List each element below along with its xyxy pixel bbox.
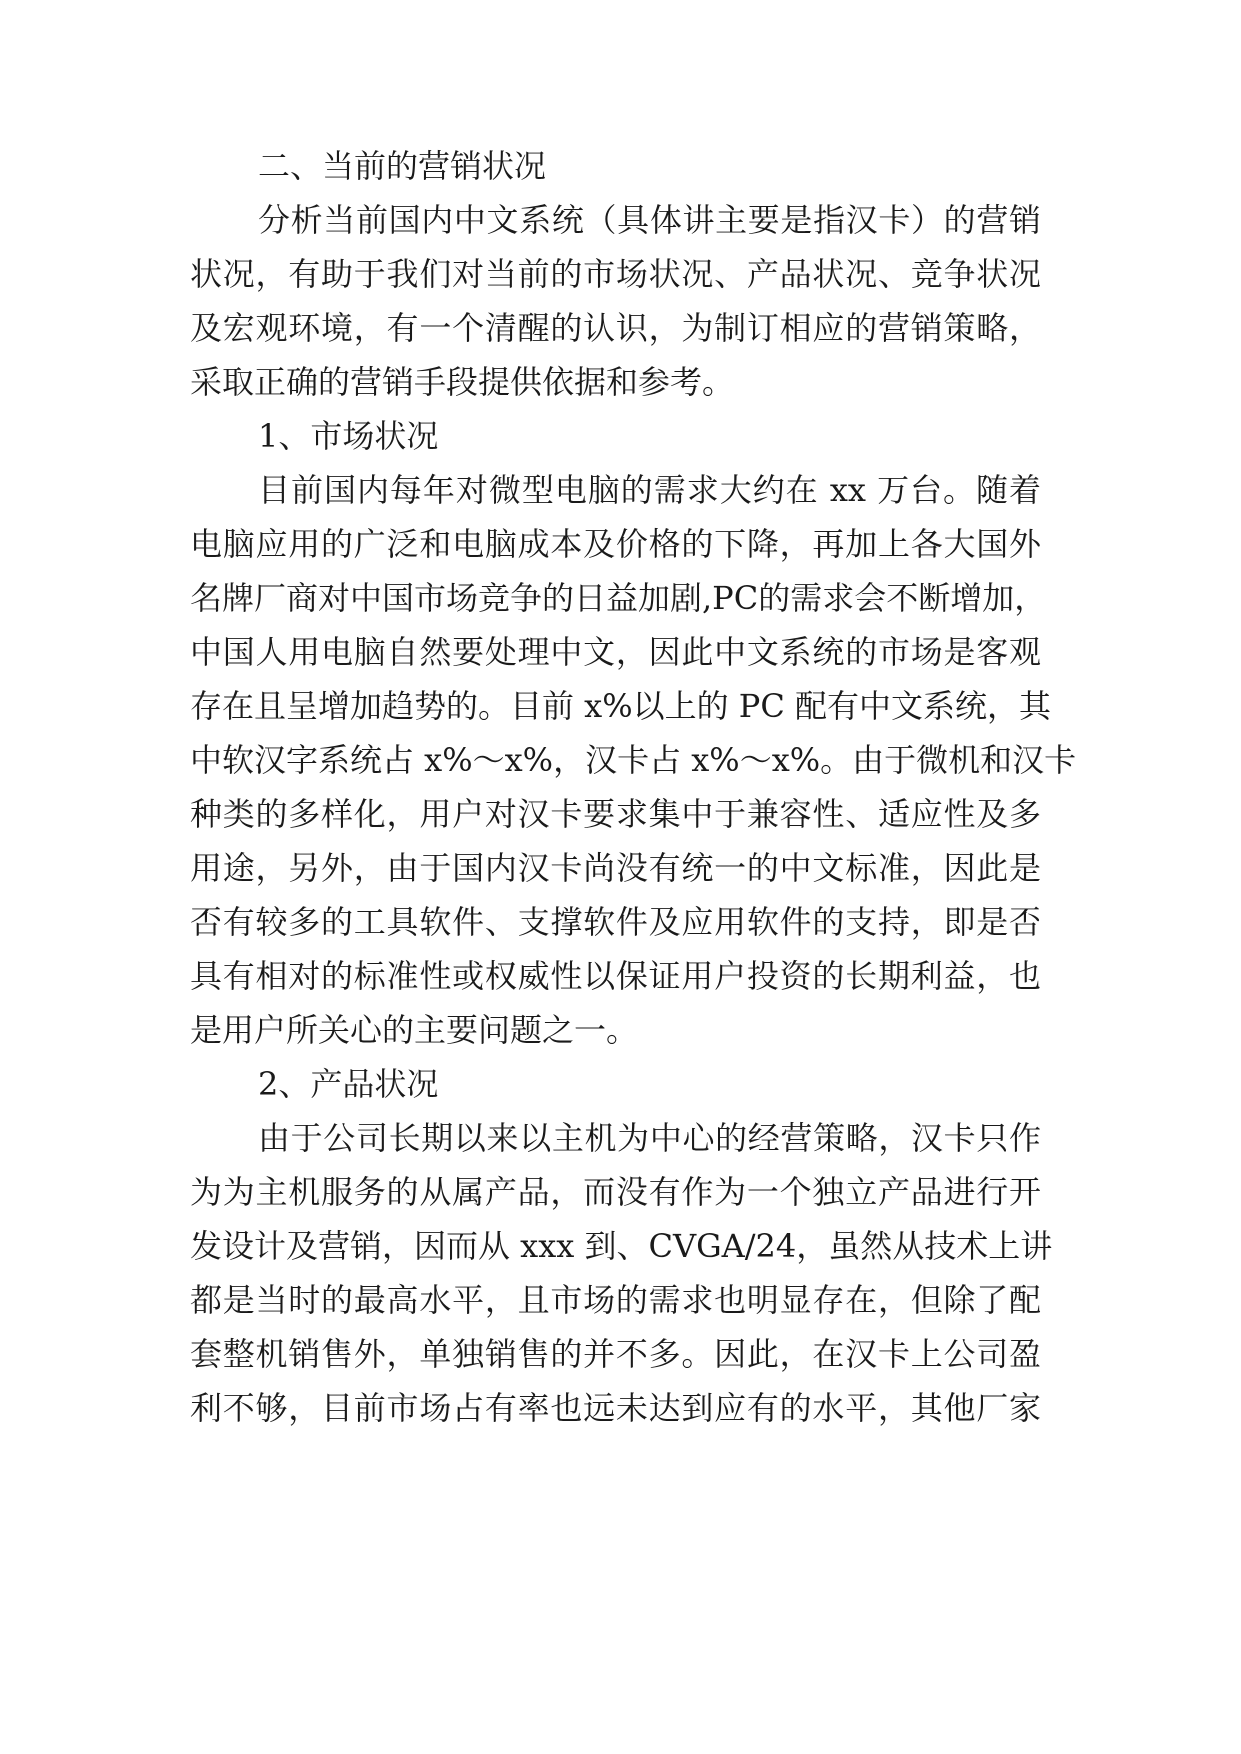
paragraph-line: 是用户所关心的主要问题之一。 <box>190 1011 639 1049</box>
paragraph-line: 采取正确的营销手段提供依据和参考。 <box>190 363 735 401</box>
paragraph-line: 为为主机服务的从属产品，而没有作为一个独立产品进行开 <box>190 1173 1041 1211</box>
paragraph-line: 种类的多样化，用户对汉卡要求集中于兼容性、适应性及多 <box>190 795 1041 833</box>
paragraph-line: 具有相对的标准性或权威性以保证用户投资的长期利益，也 <box>190 957 1041 995</box>
paragraph-line: 套整机销售外，单独销售的并不多。因此，在汉卡上公司盈 <box>190 1335 1041 1373</box>
paragraph-line: 名牌厂商对中国市场竞争的日益加剧,PC的需求会不断增加， <box>190 579 1047 617</box>
paragraph-line: 状况，有助于我们对当前的市场状况、产品状况、竞争状况 <box>190 255 1041 293</box>
paragraph-line: 发设计及营销，因而从 xxx 到、CVGA/24，虽然从技术上讲 <box>190 1227 1053 1265</box>
section-heading: 二、当前的营销状况 <box>258 147 547 185</box>
paragraph-line: 用途，另外，由于国内汉卡尚没有统一的中文标准，因此是 <box>190 849 1041 887</box>
paragraph-line: 都是当时的最高水平，且市场的需求也明显存在，但除了配 <box>190 1281 1041 1319</box>
paragraph-line: 中软汉字系统占 x%～x%，汉卡占 x%～x%。由于微机和汉卡 <box>190 741 1077 779</box>
paragraph-line: 由于公司长期以来以主机为中心的经营策略，汉卡只作 <box>258 1119 1041 1157</box>
paragraph-line: 中国人用电脑自然要处理中文，因此中文系统的市场是客观 <box>190 633 1041 671</box>
paragraph-line: 及宏观环境，有一个清醒的认识，为制订相应的营销策略， <box>190 309 1041 347</box>
paragraph-line: 否有较多的工具软件、支撑软件及应用软件的支持，即是否 <box>190 903 1041 941</box>
paragraph-line: 利不够，目前市场占有率也远未达到应有的水平，其他厂家 <box>190 1389 1041 1427</box>
paragraph-line: 目前国内每年对微型电脑的需求大约在 xx 万台。随着 <box>258 471 1041 509</box>
subsection-heading: 2、产品状况 <box>258 1065 439 1103</box>
paragraph-line: 分析当前国内中文系统（具体讲主要是指汉卡）的营销 <box>258 201 1041 239</box>
paragraph-line: 存在且呈增加趋势的。目前 x%以上的 PC 配有中文系统，其 <box>190 687 1051 725</box>
subsection-heading: 1、市场状况 <box>258 417 439 455</box>
paragraph-line: 电脑应用的广泛和电脑成本及价格的下降，再加上各大国外 <box>190 525 1041 563</box>
